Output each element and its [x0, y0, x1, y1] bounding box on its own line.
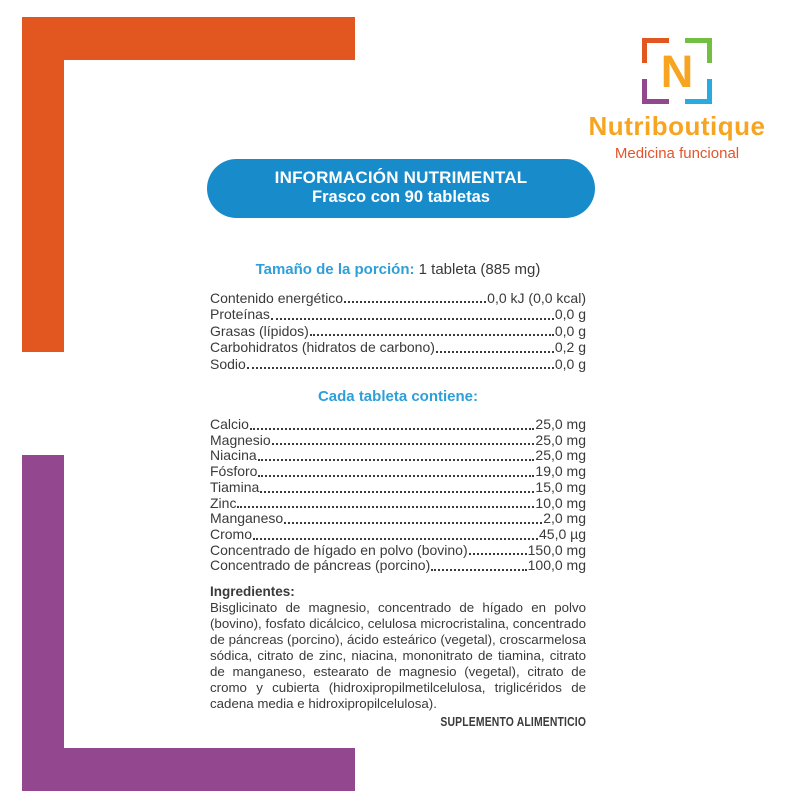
row-label: Proteínas	[210, 306, 270, 323]
table-row	[210, 527, 586, 543]
brand-tagline: Medicina funcional	[614, 145, 740, 162]
table-row	[210, 290, 586, 306]
label-subtitle: Frasco con 90 tabletas	[312, 188, 490, 206]
table-row	[210, 417, 586, 433]
dot-leader	[250, 428, 535, 430]
row-value: 150,0 mg	[527, 541, 586, 558]
row-label: Concentrado de hígado en polvo (bovino)	[210, 541, 468, 558]
row-value: 100,0 mg	[527, 557, 586, 574]
per-tablet-table	[210, 417, 586, 574]
label-title: INFORMACIÓN NUTRIMENTAL	[274, 168, 528, 187]
row-label: Grasas (lípidos)	[210, 322, 309, 339]
logo-letter: N	[660, 46, 694, 97]
dot-leader	[284, 522, 542, 524]
row-label: Zinc	[210, 494, 237, 511]
nutriboutique-logo	[578, 38, 776, 162]
dot-leader	[260, 491, 534, 493]
dot-leader	[258, 459, 535, 461]
row-value: 0,0 g	[554, 322, 586, 339]
purple-bracket-horizontal	[22, 748, 355, 791]
row-value: 0,0 g	[554, 355, 586, 372]
label-header	[207, 159, 595, 218]
dot-leader	[271, 318, 554, 320]
row-label: Tiamina	[210, 478, 260, 495]
row-label: Carbohidratos (hidratos de carbono)	[210, 339, 435, 356]
table-row	[210, 323, 586, 339]
row-value: 15,0 mg	[535, 478, 586, 495]
row-value: 0,0 g	[554, 306, 586, 323]
row-label: Contenido energético	[210, 290, 344, 306]
serving-size-value: 1 tableta (885 mg)	[418, 261, 541, 278]
ingredients-text: Bisglicinato de magnesio, concentrado de hígado en polvo (bovino), fosfato dicálcico, celulosa microcristalina, concentrado de páncreas (porcino), ácido esteárico (vegetal), croscarmelosa sódica, citrato de zinc, niacina, mononitrato de tiamina, citrato de manganeso, estearato de magnesio (vegetal), citrato de cromo y cubierta (hidroxipropilmetilcelulosa, triglicéridos de cadena media e hidroxipropilcelulosa).	[210, 600, 586, 711]
dot-leader	[431, 569, 526, 571]
table-row	[210, 511, 586, 527]
table-row	[210, 496, 586, 512]
table-row	[210, 448, 586, 464]
row-label: Magnesio	[210, 431, 271, 448]
dot-leader	[237, 506, 534, 508]
nutrition-facts-table	[210, 290, 586, 372]
orange-bracket-vertical	[22, 17, 64, 352]
row-value: 25,0 mg	[535, 416, 586, 433]
nutrition-panel	[210, 261, 586, 729]
row-value: 25,0 mg	[535, 447, 586, 464]
row-label: Cromo	[210, 525, 253, 542]
serving-size-line	[210, 261, 586, 279]
table-row	[210, 339, 586, 355]
logo-square-icon	[642, 38, 712, 104]
dot-leader	[272, 443, 535, 445]
orange-bracket-horizontal	[22, 17, 355, 60]
ingredients-heading: Ingredientes:	[210, 584, 295, 600]
per-tablet-heading: Cada tableta contiene:	[317, 388, 479, 406]
row-value: 2,0 mg	[543, 510, 586, 527]
purple-bracket-vertical	[22, 455, 64, 791]
row-label: Fósforo	[210, 463, 258, 480]
row-label: Manganeso	[210, 510, 284, 527]
table-row	[210, 356, 586, 372]
dot-leader	[247, 367, 554, 369]
dot-leader	[344, 301, 486, 303]
row-label: Sodio	[210, 355, 246, 372]
dot-leader	[253, 538, 538, 540]
row-value: 0,0 kJ (0,0 kcal)	[487, 290, 586, 306]
row-value: 25,0 mg	[535, 431, 586, 448]
dot-leader	[436, 351, 554, 353]
dot-leader	[310, 334, 554, 336]
row-label: Niacina	[210, 447, 257, 464]
brand-name: Nutriboutique	[588, 111, 766, 141]
table-row	[210, 306, 586, 322]
row-value: 45,0 µg	[539, 525, 586, 542]
table-row	[210, 558, 586, 574]
table-row	[210, 480, 586, 496]
row-value: 10,0 mg	[535, 494, 586, 511]
dot-leader	[258, 475, 534, 477]
row-value: 19,0 mg	[535, 463, 586, 480]
table-row	[210, 464, 586, 480]
table-row	[210, 543, 586, 559]
serving-size-label: Tamaño de la porción:	[255, 261, 415, 278]
row-label: Concentrado de páncreas (porcino)	[210, 557, 431, 574]
dot-leader	[469, 553, 527, 555]
supplement-label: SUPLEMENTO ALIMENTICIO	[440, 714, 586, 730]
ingredients-section	[210, 584, 586, 729]
row-label: Calcio	[210, 416, 249, 433]
row-value: 0,2 g	[554, 339, 586, 356]
table-row	[210, 433, 586, 449]
